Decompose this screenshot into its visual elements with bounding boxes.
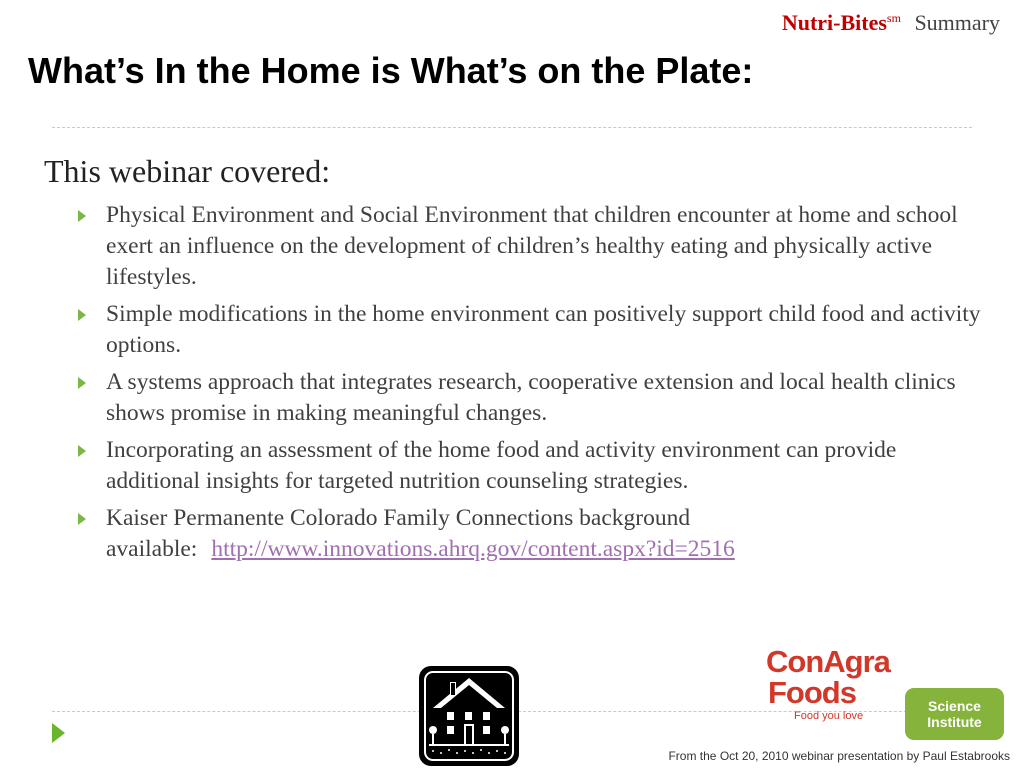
house-icon [417, 664, 521, 768]
bullet-arrow-icon [78, 309, 86, 321]
intro-text: This webinar covered: [44, 153, 331, 189]
footer-credit: From the Oct 20, 2010 webinar presentation by Paul Estabrooks [668, 749, 1010, 763]
conagra-foods-logo [766, 646, 894, 724]
bullet-list [76, 200, 986, 571]
conagra-tagline: Food you love [794, 710, 864, 722]
science-logo-line2: Institute [927, 714, 982, 730]
bullet-arrow-icon [78, 210, 86, 222]
science-logo-line1: Science [928, 698, 981, 714]
list-item [76, 299, 986, 361]
brand-name: Nutri-Bites [781, 10, 887, 35]
list-item [76, 435, 986, 497]
science-institute-logo [905, 688, 1004, 740]
bullet-arrow-icon [78, 513, 86, 525]
page-title: What’s In the Home is What’s on the Plate: [28, 50, 754, 91]
bullet-arrow-icon [78, 445, 86, 457]
conagra-logo-line2: Foods [768, 675, 856, 710]
list-item [76, 367, 986, 429]
conagra-logo-line1: ConAgra [766, 644, 890, 679]
bullet-text: Simple modifications in the home environment can positively support child food and activity options. [106, 301, 981, 358]
next-slide-arrow-icon[interactable] [52, 723, 65, 743]
bullet-text: Kaiser Permanente Colorado Family Connections background available: [106, 505, 691, 562]
top-divider [52, 127, 972, 128]
bullet-text: Incorporating an assessment of the home food and activity environment can provide additional insights for targeted nutrition counseling strategies. [106, 437, 897, 494]
bullet-arrow-icon [78, 377, 86, 389]
section-label: Summary [914, 10, 1000, 35]
list-item [76, 503, 986, 565]
brand-superscript: sm [886, 11, 901, 25]
header-brand [782, 10, 1000, 36]
family-connections-link[interactable]: http://www.innovations.ahrq.gov/content.aspx?id=2516 [211, 536, 735, 562]
bullet-text: Physical Environment and Social Environment that children encounter at home and school exert an influence on the development of children’s healthy eating and physically active lifestyles. [106, 202, 958, 290]
list-item [76, 200, 986, 293]
bullet-text: A systems approach that integrates research, cooperative extension and local health clinics shows promise in making meaningful changes. [106, 369, 956, 426]
